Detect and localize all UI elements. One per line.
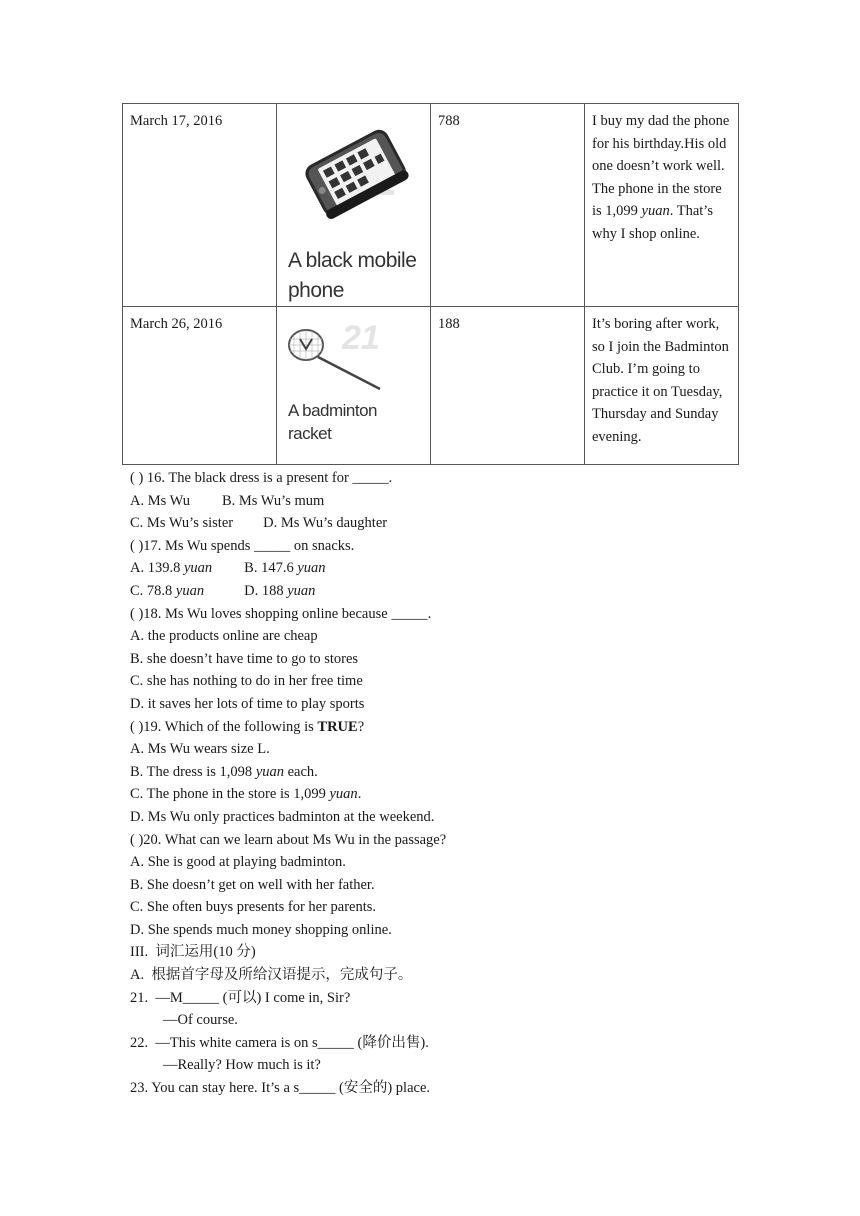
badminton-racket-icon bbox=[284, 319, 394, 397]
question-18-stem: ( )18. Ms Wu loves shopping online because _____. bbox=[130, 605, 432, 622]
option-b: B. 147.6 bbox=[244, 560, 298, 577]
item-caption bbox=[288, 246, 416, 306]
item-image-cell bbox=[277, 104, 431, 307]
option-d: D. 188 bbox=[244, 582, 288, 599]
question-22-reply: —Really? How much is it? bbox=[163, 1057, 321, 1074]
option-c: C. she has nothing to do in her free time bbox=[130, 673, 363, 690]
date-cell: March 17, 2016 bbox=[123, 104, 277, 307]
question-16-stem: ( ) 16. The black dress is a present for _____. bbox=[130, 470, 393, 486]
stem-emphasis: TRUE bbox=[317, 718, 358, 735]
option-c: C. She often buys presents for her parents. bbox=[130, 899, 377, 916]
caption-line: racket bbox=[288, 424, 332, 443]
watermark: 21 bbox=[342, 319, 380, 357]
option-text: B. The dress is 1,098 bbox=[130, 763, 256, 780]
option-d: D. Ms Wu only practices badminton at the weekend. bbox=[130, 808, 435, 825]
option-a: A. Ms Wu bbox=[130, 492, 190, 509]
unit: yuan bbox=[297, 560, 326, 577]
mobile-phone-picture bbox=[284, 110, 424, 300]
question-17-stem: ( )17. Ms Wu spends _____ on snacks. bbox=[130, 537, 355, 554]
question-20-stem: ( )20. What can we learn about Ms Wu in the passage? bbox=[130, 831, 447, 848]
question-19-stem bbox=[130, 716, 770, 739]
question-21-reply: —Of course. bbox=[163, 1012, 238, 1029]
price-cell: 188 bbox=[431, 307, 585, 465]
note-cell bbox=[585, 104, 739, 307]
question-23-line: 23. You can stay here. It’s a s_____ (安全的) place. bbox=[130, 1080, 431, 1097]
caption-line: A badminton bbox=[288, 401, 378, 420]
option-b: B. she doesn’t have time to go to stores bbox=[130, 650, 359, 667]
stem-text: ( )19. Which of the following is bbox=[130, 718, 318, 735]
note-text: . That’s why I shop online. bbox=[592, 203, 713, 242]
note-cell: It’s boring after work, so I join the Badminton Club. I’m going to practice it on Tuesday, Thursday and Sunday evening. bbox=[585, 307, 739, 465]
option-d: D. Ms Wu’s daughter bbox=[263, 515, 388, 532]
caption-line: A black mobile bbox=[288, 249, 417, 272]
caption-line: phone bbox=[288, 279, 344, 302]
unit: yuan bbox=[175, 582, 205, 599]
option-text: C. The phone in the store is 1,099 bbox=[130, 786, 330, 803]
unit: yuan bbox=[329, 786, 358, 803]
option-c: C. 78.8 bbox=[130, 582, 176, 599]
stem-text: ? bbox=[357, 718, 365, 735]
badminton-racket-picture bbox=[284, 313, 424, 458]
option-c bbox=[130, 783, 770, 806]
option-a: A. Ms Wu wears size L. bbox=[130, 741, 270, 758]
table-row bbox=[123, 307, 739, 465]
date-cell: March 26, 2016 bbox=[123, 307, 277, 465]
option-text: each. bbox=[284, 763, 318, 780]
price-cell: 788 bbox=[431, 104, 585, 307]
options-row bbox=[130, 490, 770, 513]
question-22-line: 22. —This white camera is on s_____ (降价出售). bbox=[130, 1034, 429, 1051]
options-row bbox=[130, 512, 770, 535]
option-b: B. Ms Wu’s mum bbox=[221, 492, 325, 509]
note-unit: yuan bbox=[641, 203, 670, 219]
options-row bbox=[130, 580, 770, 603]
option-b: B. She doesn’t get on well with her father. bbox=[130, 876, 375, 893]
item-image-cell bbox=[277, 307, 431, 465]
options-row bbox=[130, 557, 770, 580]
option-b bbox=[130, 761, 770, 784]
note-text: I buy my dad the phone for his birthday.His old one doesn’t work well. The phone in the store is 1,099 bbox=[592, 113, 730, 219]
mobile-phone-icon bbox=[284, 124, 424, 232]
option-a: A. 139.8 bbox=[130, 560, 184, 577]
option-text: . bbox=[357, 786, 362, 803]
question-21-line: 21. —M_____ (可以) I come in, Sir? bbox=[130, 989, 351, 1006]
table-row bbox=[123, 104, 739, 307]
option-a: A. the products online are cheap bbox=[130, 628, 318, 645]
unit: yuan bbox=[255, 763, 284, 780]
questions-section bbox=[130, 467, 770, 1100]
purchase-table bbox=[122, 103, 739, 465]
unit: yuan bbox=[287, 582, 316, 599]
option-c: C. Ms Wu’s sister bbox=[130, 515, 234, 532]
unit: yuan bbox=[183, 560, 213, 577]
option-d: D. it saves her lots of time to play sports bbox=[130, 695, 365, 712]
option-a: A. She is good at playing badminton. bbox=[130, 854, 346, 871]
item-caption bbox=[288, 399, 377, 445]
section-heading: III. 词汇运用(10 分) bbox=[130, 944, 256, 961]
section-instructions: A. 根据首字母及所给汉语提示，完成句子。 bbox=[130, 967, 413, 984]
option-d: D. She spends much money shopping online. bbox=[130, 921, 392, 938]
